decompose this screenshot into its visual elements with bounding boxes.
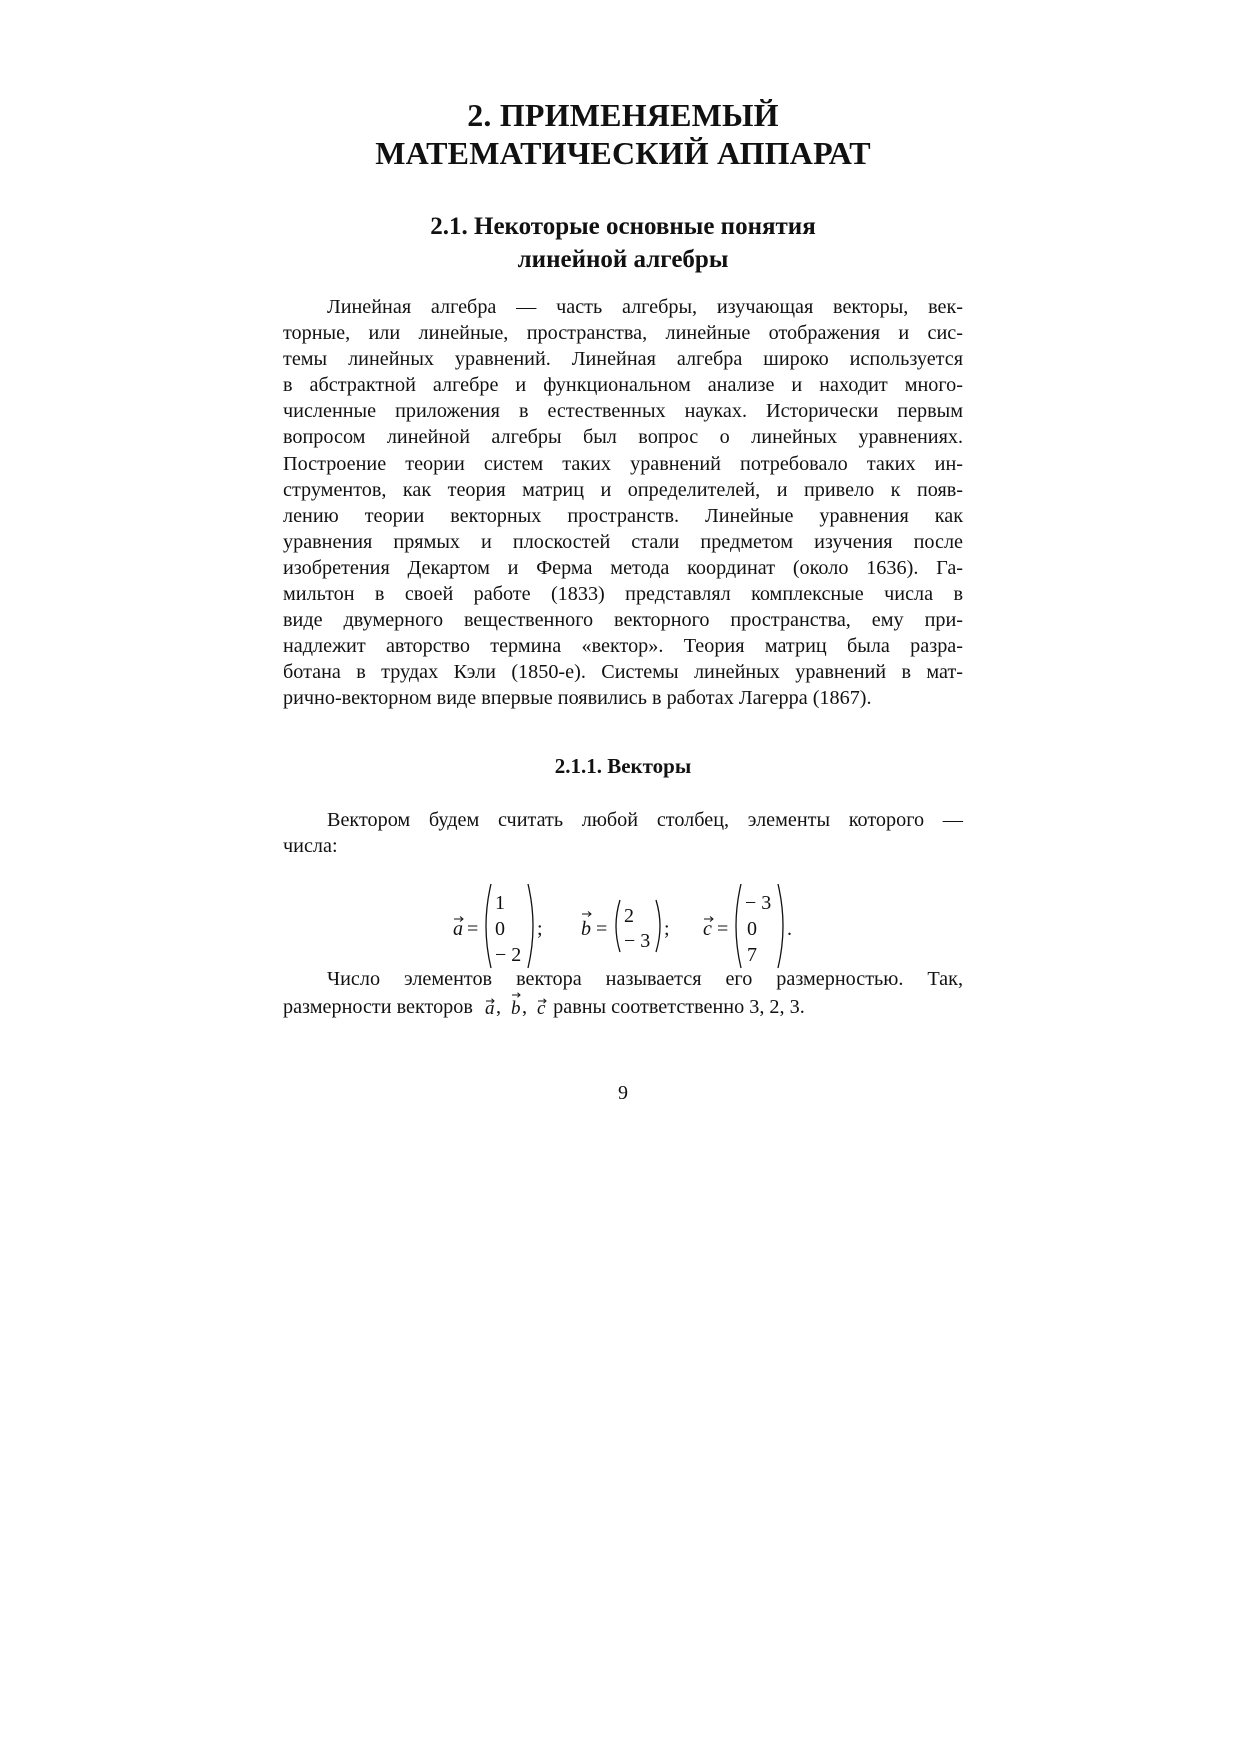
equals-sign: = bbox=[596, 918, 608, 940]
vector-b-element-2: − 3 bbox=[624, 930, 651, 952]
left-paren-icon bbox=[736, 884, 741, 968]
section-title-line-1: 2.1. Некоторые основные понятия bbox=[430, 213, 816, 240]
equals-sign: = bbox=[467, 918, 479, 940]
paragraph-line: мильтон в своей работе (1833) представлял комплексные числа в bbox=[283, 583, 963, 606]
separator: ; bbox=[537, 918, 543, 940]
paragraph-line: числа: bbox=[283, 835, 338, 858]
separator: . bbox=[787, 918, 792, 940]
paragraph-line: Построение теории систем таких уравнений потребовало таких ин- bbox=[283, 452, 963, 475]
paragraph-line: уравнения прямых и плоскостей стали предметом изучения после bbox=[283, 530, 963, 553]
right-paren-icon bbox=[528, 884, 533, 968]
chapter-title-line-2: МАТЕМАТИЧЕСКИЙ АППАРАТ bbox=[375, 135, 871, 171]
page-number: 9 bbox=[618, 1082, 628, 1104]
separator: ; bbox=[664, 918, 670, 940]
right-paren-icon bbox=[778, 884, 783, 968]
vector-arrow-icon bbox=[512, 993, 520, 997]
subsection-title: 2.1.1. Векторы bbox=[554, 754, 692, 778]
paragraph-line: в абстрактной алгебре и функциональном анализе и находит много- bbox=[283, 374, 963, 397]
paragraph-line: торные, или линейные, пространства, линейные отображения и сис- bbox=[283, 322, 963, 345]
paragraph-line: Число элементов вектора называется его размерностью. Так, bbox=[327, 968, 963, 990]
paragraph-line bbox=[283, 992, 963, 1020]
vector-b-symbol: b bbox=[511, 998, 521, 1019]
inline-vector-c bbox=[536, 994, 548, 1018]
section-title bbox=[283, 210, 963, 276]
paragraph-line: изобретения Декартом и Ферма метода координат (около 1636). Га- bbox=[283, 556, 963, 579]
line-prefix: размерности векторов bbox=[283, 996, 473, 1019]
comma: , bbox=[495, 996, 501, 1019]
equals-sign: = bbox=[717, 918, 729, 940]
vector-a-definition bbox=[453, 884, 543, 968]
vector-c-definition bbox=[703, 884, 792, 968]
comma: , bbox=[522, 996, 528, 1019]
vector-a-symbol: a bbox=[453, 918, 463, 940]
paragraph-line: Вектором будем считать любой столбец, элементы которого — bbox=[327, 809, 963, 831]
paragraph-line: ботана в трудах Кэли (1850-е). Системы линейных уравнений в мат- bbox=[283, 661, 963, 684]
vector-c-element-1: − 3 bbox=[745, 892, 772, 914]
section-title-line-2: линейной алгебры bbox=[517, 246, 729, 273]
paragraph-linear-algebra-intro bbox=[283, 294, 963, 712]
paragraph-dimension bbox=[283, 966, 963, 1020]
vector-a-symbol: a bbox=[484, 998, 495, 1019]
paragraph-line: надлежит авторство термина «вектор». Теория матриц была разра- bbox=[283, 635, 963, 658]
vector-a-element-2: 0 bbox=[495, 918, 505, 940]
paragraph-vector-definition bbox=[283, 807, 963, 859]
right-paren-icon bbox=[656, 900, 660, 952]
paragraph-line: лению теории векторных пространств. Линейные уравнения как bbox=[283, 504, 963, 527]
left-paren-icon bbox=[486, 884, 491, 968]
vector-arrow-icon bbox=[582, 912, 591, 917]
left-paren-icon bbox=[616, 900, 620, 952]
paragraph-line: численные приложения в естественных науках. Исторически первым bbox=[283, 400, 963, 423]
paragraph-line: струментов, как теория матриц и определителей, и привело к появ- bbox=[283, 478, 963, 501]
chapter-title-line-1: 2. ПРИМЕНЯЕМЫЙ bbox=[467, 97, 779, 133]
paragraph-line: темы линейных уравнений. Линейная алгебра широко используется bbox=[283, 348, 963, 371]
vector-c-symbol: c bbox=[703, 918, 712, 940]
vector-a-element-1: 1 bbox=[495, 892, 505, 914]
paragraph-line: вопросом линейной алгебры был вопрос о линейных уравнениях. bbox=[283, 426, 963, 449]
inline-vector-b bbox=[510, 992, 522, 1018]
vector-b-symbol: b bbox=[581, 918, 591, 940]
vector-c-element-3: 7 bbox=[747, 944, 757, 966]
chapter-title bbox=[283, 96, 963, 172]
vector-examples-formula bbox=[453, 876, 853, 976]
line-suffix: равны соответственно 3, 2, 3. bbox=[553, 996, 805, 1019]
paragraph-line: виде двумерного вещественного векторного пространства, ему при- bbox=[283, 609, 963, 632]
vector-b-element-1: 2 bbox=[624, 905, 634, 927]
vector-a-element-3: − 2 bbox=[495, 944, 522, 966]
vector-b-definition bbox=[581, 900, 670, 952]
inline-vector-a bbox=[484, 994, 496, 1018]
paragraph-line: рично-векторном виде впервые появились в работах Лагерра (1867). bbox=[283, 687, 872, 710]
vector-c-symbol: c bbox=[537, 998, 546, 1019]
paragraph-line: Линейная алгебра — часть алгебры, изучающая векторы, век- bbox=[327, 296, 963, 318]
vector-c-element-2: 0 bbox=[747, 918, 757, 940]
